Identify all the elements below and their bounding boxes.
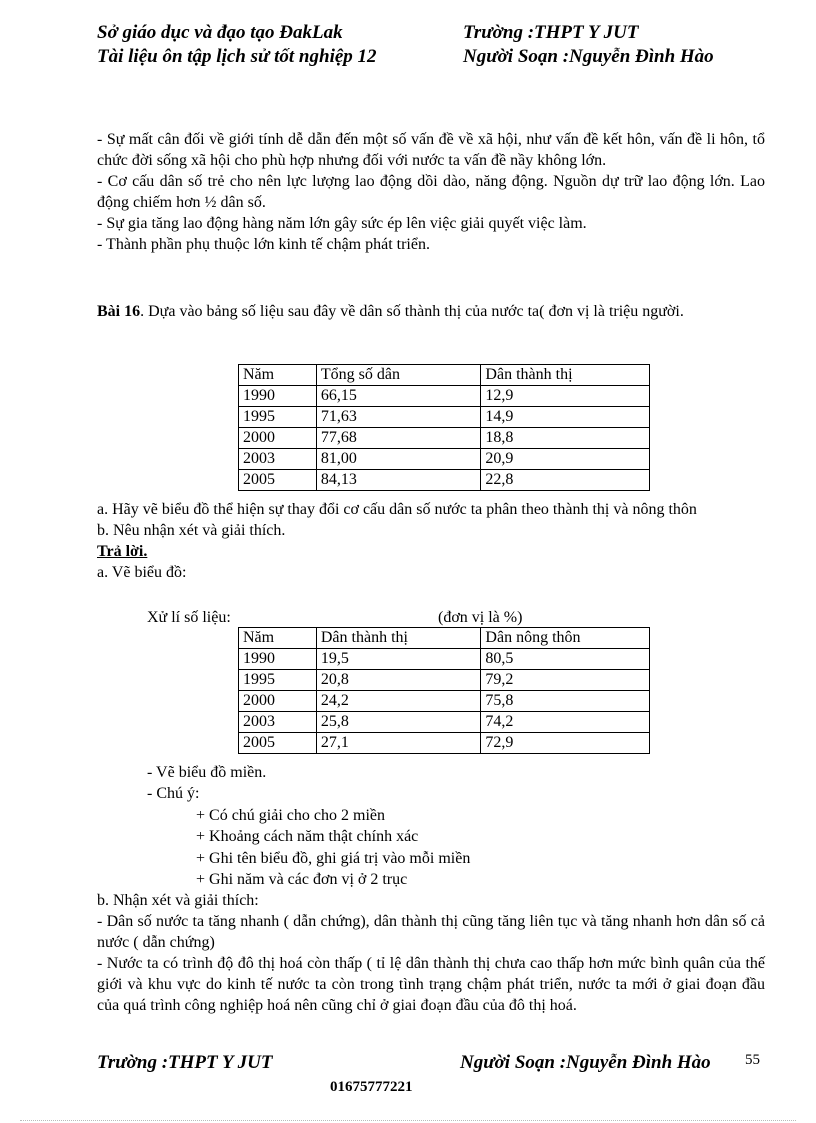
table-header-row	[239, 628, 650, 649]
table-cell: 75,8	[481, 691, 650, 712]
answer-b-paragraph: - Dân số nước ta tăng nhanh ( dẫn chứng), dân thành thị cũng tăng liên tục và tăng nhanh hơn dân số cả nước ( dẫn chứng)	[97, 913, 765, 951]
header-right-line2: Người Soạn :Nguyễn Đình Hào	[463, 46, 714, 67]
table-cell: 84,13	[316, 470, 481, 491]
header-left-line1: Sở giáo dục và đạo tạo ĐakLak	[97, 22, 343, 43]
table-cell: 20,8	[316, 670, 481, 691]
footer-phone: 01675777221	[330, 1079, 413, 1095]
intro-paragraph: - Sự gia tăng lao động hàng năm lớn gây sức ép lên việc giải quyết việc làm.	[97, 215, 587, 232]
table-cell: 2005	[239, 470, 317, 491]
questions	[97, 499, 765, 583]
table-row	[239, 449, 650, 470]
table-header-cell: Dân thành thị	[481, 365, 650, 386]
table-row	[239, 712, 650, 733]
table-row	[239, 470, 650, 491]
table-row	[239, 649, 650, 670]
table-cell: 77,68	[316, 428, 481, 449]
table-row	[239, 407, 650, 428]
intro-paragraph: - Thành phần phụ thuộc lớn kinh tế chậm phát triển.	[97, 236, 430, 253]
footer-left: Trường :THPT Y JUT	[97, 1052, 273, 1073]
table-cell: 71,63	[316, 407, 481, 428]
table-cell: 2003	[239, 449, 317, 470]
table-row	[239, 691, 650, 712]
percentage-table	[238, 627, 650, 754]
draw-area-instruction: - Vẽ biểu đồ miền.	[147, 764, 267, 781]
page-bottom-divider	[20, 1120, 796, 1121]
note-item: + Có chú giải cho cho 2 miền	[196, 807, 385, 824]
population-table	[238, 364, 650, 491]
answer-b-paragraph: - Nước ta có trình độ đô thị hoá còn thấp ( tỉ lệ dân thành thị chưa cao thấp hơn mức bình quân của thế giới và khu vực do kinh tế nước ta còn trong tình trạng chậm phát triển, nước ta mới ở giai đoạn đầu của quá trình công nghiệp hoá nên cũng chỉ ở giai đoạn đầu của đô thị hoá.	[97, 955, 765, 1014]
table-cell: 22,8	[481, 470, 650, 491]
table-row	[239, 428, 650, 449]
unit-label: (đơn vị là %)	[438, 609, 523, 626]
table-row	[239, 733, 650, 754]
question-b: b. Nêu nhận xét và giải thích.	[97, 522, 286, 539]
table-cell: 2000	[239, 691, 317, 712]
answer-b-section	[97, 890, 765, 1016]
table-cell: 12,9	[481, 386, 650, 407]
table-cell: 18,8	[481, 428, 650, 449]
table-cell: 24,2	[316, 691, 481, 712]
table-cell: 2003	[239, 712, 317, 733]
table-cell: 79,2	[481, 670, 650, 691]
exercise-text: . Dựa vào bảng số liệu sau đây về dân số thành thị của nước ta( đơn vị là triệu người.	[140, 303, 684, 320]
intro-paragraph: - Sự mất cân đối về giới tính dễ dẫn đến một số vấn đề về xã hội, như vấn đề kết hôn, vấn đề li hôn, tổ chức đời sống xã hội cho phù hợp nhưng đối với nước ta vấn đề nầy không lớn.	[97, 131, 765, 169]
table-cell: 1990	[239, 649, 317, 670]
note-label: - Chú ý:	[147, 785, 200, 802]
intro-paragraph: - Cơ cấu dân số trẻ cho nên lực lượng lao động dồi dào, năng động. Nguồn dự trữ lao động lớn. Lao động chiếm hơn ½ dân số.	[97, 173, 765, 211]
table-cell: 2000	[239, 428, 317, 449]
table-cell: 80,5	[481, 649, 650, 670]
table-header-cell: Dân thành thị	[316, 628, 481, 649]
table-header-row	[239, 365, 650, 386]
answer-b-heading: b. Nhận xét và giải thích:	[97, 892, 259, 909]
table-cell: 66,15	[316, 386, 481, 407]
exercise-label: Bài 16	[97, 303, 141, 320]
table-cell: 2005	[239, 733, 317, 754]
note-item: + Ghi năm và các đơn vị ở 2 trục	[196, 871, 408, 888]
table-row	[239, 386, 650, 407]
table-header-cell: Năm	[239, 628, 317, 649]
table-cell: 1995	[239, 407, 317, 428]
table-header-cell: Dân nông thôn	[481, 628, 650, 649]
table-cell: 14,9	[481, 407, 650, 428]
note-item: + Khoảng cách năm thật chính xác	[196, 828, 419, 845]
table-cell: 74,2	[481, 712, 650, 733]
header-right-line1: Trường :THPT Y JUT	[463, 22, 639, 43]
table-cell: 20,9	[481, 449, 650, 470]
answer-heading: Trả lời.	[97, 543, 148, 560]
note-item: + Ghi tên biểu đồ, ghi giá trị vào mỗi miền	[196, 850, 471, 867]
footer-right: Người Soạn :Nguyễn Đình Hào	[460, 1052, 711, 1073]
question-a: a. Hãy vẽ biểu đồ thể hiện sự thay đổi cơ cấu dân số nước ta phân theo thành thị và nông thôn	[97, 501, 697, 518]
table-header-cell: Năm	[239, 365, 317, 386]
table-cell: 72,9	[481, 733, 650, 754]
table-cell: 25,8	[316, 712, 481, 733]
table-header-cell: Tổng số dân	[316, 365, 481, 386]
answer-a: a. Vẽ biểu đồ:	[97, 564, 187, 581]
processing-label: Xử lí số liệu:	[147, 609, 231, 626]
table-row	[239, 670, 650, 691]
exercise-statement	[97, 301, 765, 322]
table-cell: 1995	[239, 670, 317, 691]
intro-section	[97, 129, 765, 255]
table-cell: 81,00	[316, 449, 481, 470]
page-number: 55	[745, 1052, 760, 1068]
header-left-line2: Tài liệu ôn tập lịch sử tốt nghiệp 12	[97, 46, 377, 67]
table-cell: 19,5	[316, 649, 481, 670]
table-cell: 27,1	[316, 733, 481, 754]
table-cell: 1990	[239, 386, 317, 407]
